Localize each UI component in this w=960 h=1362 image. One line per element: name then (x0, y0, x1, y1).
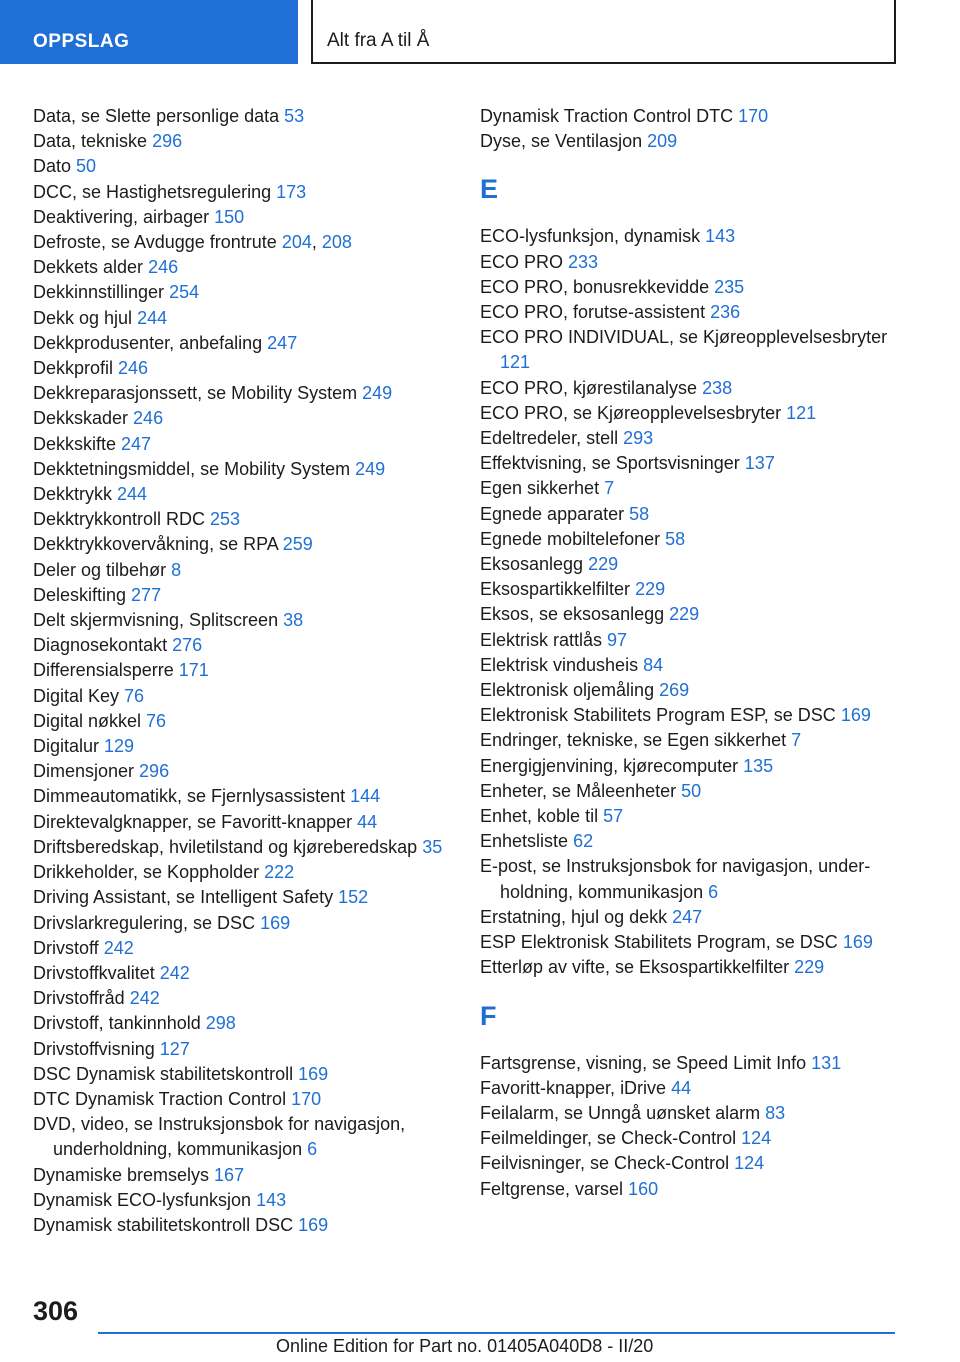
index-entry (33, 810, 458, 835)
index-entry-term: Data, se Slette personlige data (33, 106, 285, 126)
index-entry (480, 129, 900, 154)
index-entry (480, 552, 900, 577)
page-reference-link[interactable]: 50 (76, 156, 97, 177)
page-reference-link[interactable]: 296 (152, 131, 183, 152)
index-entry-term: Egnede mobiltelefoner (480, 528, 666, 549)
index-entry-term: ECO PRO, bonusrekkevidde (480, 276, 715, 297)
index-entry-term: Fartsgrense, visning, se Speed Limit Info (480, 1052, 812, 1073)
index-entry (480, 829, 900, 854)
index-entry (33, 1037, 458, 1062)
index-entry-term: Deaktivering, airbager (33, 206, 215, 227)
page-reference-link[interactable]: 38 (283, 610, 304, 631)
index-entry (480, 653, 900, 678)
page-reference-link[interactable]: 253 (210, 509, 241, 530)
index-entry (480, 678, 900, 703)
page-reference-link[interactable]: 173 (276, 181, 307, 202)
page-reference-link[interactable]: 62 (573, 831, 594, 852)
index-entry (480, 1076, 900, 1101)
page-reference-link[interactable]: 83 (765, 1102, 786, 1123)
index-entry (480, 1051, 900, 1076)
page-reference-link[interactable]: 169 (298, 1214, 329, 1235)
page-reference-link[interactable]: 127 (159, 1038, 190, 1059)
index-entry (480, 1151, 900, 1176)
index-entry-term: Enhet, koble til (480, 806, 604, 827)
index-entry-term: Dimensjoner (33, 761, 140, 782)
index-entry (33, 1062, 458, 1087)
index-entry-term: Dekkets alder (33, 257, 149, 278)
page-reference-link[interactable]: 277 (131, 584, 162, 605)
page-reference-link[interactable]: 58 (665, 528, 686, 549)
index-entry-term: Dekktrykkovervåkning, se RPA (33, 534, 283, 555)
index-entry (480, 426, 900, 451)
index-entry-term: Enhetsliste (480, 831, 574, 852)
page-reference-link[interactable]: 209 (647, 131, 678, 152)
index-entry-term: Feltgrense, varsel (480, 1178, 629, 1199)
index-column-left (33, 104, 458, 1238)
index-entry (480, 1177, 900, 1202)
page-reference-link[interactable]: 244 (117, 484, 148, 505)
index-entry-term: Etterløp av vifte, se Eksospartikkelfilter (480, 957, 795, 978)
index-entry-term: Eksosanlegg (480, 554, 589, 575)
index-column-right (480, 104, 900, 1202)
index-entry (480, 779, 900, 804)
index-entry-term: Delt skjermvisning, Splitscreen (33, 610, 284, 631)
index-entry (33, 457, 458, 482)
page-reference-link[interactable]: 84 (643, 654, 664, 675)
index-entry (33, 104, 458, 129)
index-entry (480, 804, 900, 829)
page-reference-link[interactable]: 170 (291, 1088, 322, 1109)
page-reference-link[interactable]: 167 (214, 1164, 245, 1185)
page-reference-link[interactable]: 6 (708, 881, 719, 902)
index-entry (480, 300, 900, 325)
index-entry (480, 104, 900, 129)
index-entry-term: Dynamisk Traction Control DTC (480, 106, 739, 126)
index-entry-term: Dimmeautomatikk, se Fjernlysassistent (33, 786, 351, 807)
index-entry-term: Energigjenvining, kjørecomputer (480, 755, 744, 776)
index-entry-term: Edeltredeler, stell (480, 428, 624, 449)
index-entry-term: Elektronisk Stabilitets Program ESP, se DSC (480, 705, 841, 726)
index-entry-term: Effektvisning, se Sportsvisninger (480, 453, 745, 474)
index-entry (480, 728, 900, 753)
index-entry (33, 280, 458, 305)
page-reference-link[interactable]: 169 (840, 705, 871, 726)
page-title: Alt fra A til Å (311, 0, 896, 64)
index-entry-term: Dekkreparasjonssett, se Mobility System (33, 383, 363, 404)
index-entry-term: Drivstoff, tankinnhold (33, 1013, 206, 1034)
index-entry: Defroste, se Avdugge frontrute 204, 208 (33, 232, 352, 253)
index-entry-term: ECO PRO, se Kjøreopplevelsesbryter (480, 402, 787, 423)
index-entry (33, 684, 458, 709)
index-entry (480, 250, 900, 275)
index-entry (480, 451, 900, 476)
index-entry-term: ECO-lysfunksjon, dynamisk (480, 226, 706, 247)
index-entry-term: Dynamisk ECO-lysfunksjon (33, 1189, 257, 1210)
index-entry-term: ECO PRO, forutse-assistent (480, 302, 711, 323)
page-reference-link[interactable]: 247 (672, 906, 703, 927)
index-entry-term: Drikkeholder, se Koppholder (33, 862, 265, 883)
edition-note: Online Edition for Part no. 01405A040D8 - II/20 (276, 1336, 654, 1356)
index-entry (33, 558, 458, 583)
page-reference-link[interactable]: 160 (628, 1178, 659, 1199)
page-reference-link[interactable]: 121 (500, 352, 531, 373)
index-entry-term: Erstatning, hjul og dekk (480, 906, 673, 927)
page-reference-link[interactable]: 137 (744, 453, 775, 474)
page-reference-link[interactable]: 129 (104, 736, 135, 757)
page-reference-link[interactable]: 229 (588, 554, 619, 575)
index-entry (33, 608, 458, 633)
index-entry (33, 306, 458, 331)
page-reference-link[interactable]: 171 (178, 660, 209, 681)
page-reference-link[interactable]: 229 (635, 579, 666, 600)
page-reference-link[interactable]: 249 (362, 383, 393, 404)
index-entry-term: E-post, se Instruksjonsbok for navigasjon, underholdning, kommunikasjon (480, 856, 871, 902)
index-entry (33, 482, 458, 507)
section-tab: OPPSLAG (0, 0, 298, 64)
page-reference-link[interactable]: 233 (568, 251, 599, 272)
index-entry-term: Dekk og hjul (33, 307, 138, 328)
page-reference-link[interactable]: 53 (284, 106, 305, 126)
index-entry (33, 381, 458, 406)
page-reference-link[interactable]: 124 (741, 1128, 772, 1149)
page-reference-link[interactable]: 254 (169, 282, 200, 303)
index-entry (480, 401, 900, 426)
page-reference-link[interactable]: 276 (172, 635, 203, 656)
index-entry-term: Eksospartikkelfilter (480, 579, 636, 600)
page-reference-link[interactable]: 7 (604, 478, 615, 499)
index-entry (33, 1163, 458, 1188)
page-reference-link[interactable]: 170 (738, 106, 769, 126)
index-entry (33, 1213, 458, 1238)
index-entry-term: Diagnosekontakt (33, 635, 173, 656)
page-reference-link[interactable]: 236 (710, 302, 741, 323)
page-reference-link[interactable]: 97 (607, 629, 628, 650)
index-entry (33, 709, 458, 734)
page-reference-link[interactable]: 298 (205, 1013, 236, 1034)
index-entry (33, 658, 458, 683)
index-entry (33, 734, 458, 759)
index-entry (33, 1087, 458, 1112)
page-reference-link[interactable]: 7 (791, 730, 802, 751)
index-entry (480, 376, 900, 401)
index-entry-term: ESP Elektronisk Stabilitets Program, se DSC (480, 932, 843, 953)
page-reference-link[interactable]: 44 (671, 1077, 692, 1098)
index-entry-term: Endringer, tekniske, se Egen sikkerhet (480, 730, 792, 751)
page-reference-link[interactable]: 169 (298, 1063, 329, 1084)
page-reference-link[interactable]: 229 (669, 604, 700, 625)
index-entry (33, 633, 458, 658)
page-reference-link[interactable]: 131 (811, 1052, 842, 1073)
page-reference-link[interactable]: 76 (146, 710, 167, 731)
index-entry-term: Dekkskifte (33, 433, 122, 454)
index-entry-term: ECO PRO, kjørestilanalyse (480, 377, 703, 398)
page-reference-link[interactable]: 58 (629, 503, 650, 524)
index-entry (33, 961, 458, 986)
index-entry-term: Feilmeldinger, se Check-Control (480, 1128, 742, 1149)
index-entry-term: Dekkprodusenter, anbefaling (33, 332, 268, 353)
page-reference-link[interactable]: 169 (842, 932, 873, 953)
index-entry (33, 835, 458, 860)
index-entry-term: Elektrisk rattlås (480, 629, 608, 650)
index-entry (33, 986, 458, 1011)
page-reference-link[interactable]: 6 (307, 1139, 318, 1160)
index-entry-term: Drivstoff (33, 937, 104, 958)
index-entry-term: ECO PRO (480, 251, 569, 272)
index-entry (33, 885, 458, 910)
page-reference-link[interactable]: 246 (118, 358, 149, 379)
page-reference-link[interactable]: 76 (124, 685, 145, 706)
index-entry-term: Driftsberedskap, hviletilstand og kjøreberedskap (33, 836, 423, 857)
index-entry (33, 507, 458, 532)
index-entry (33, 356, 458, 381)
page-reference-link[interactable]: 296 (139, 761, 170, 782)
index-entry (480, 224, 900, 249)
index-entry-term: Dekktrykk (33, 484, 118, 505)
index-entry-term: Egnede apparater (480, 503, 630, 524)
index-entry-term: Digital nøkkel (33, 710, 147, 731)
index-entry (33, 406, 458, 431)
index-entry (33, 205, 458, 230)
index-entry (480, 602, 900, 627)
index-entry-term: Favoritt-knapper, iDrive (480, 1077, 672, 1098)
index-entry (480, 1126, 900, 1151)
page-reference-link[interactable]: 35 (422, 836, 443, 857)
page-reference-link[interactable]: 242 (103, 937, 134, 958)
index-entry-term: Deler og tilbehør (33, 559, 172, 580)
index-entry-term: Drivstoffkvalitet (33, 962, 160, 983)
footer-divider (98, 1332, 895, 1334)
page-reference-link[interactable]: 144 (350, 786, 381, 807)
page-reference-link[interactable]: 124 (734, 1153, 765, 1174)
index-entry-term: Deleskifting (33, 584, 132, 605)
index-entry (33, 936, 458, 961)
index-entry-term: Dekkinnstillinger (33, 282, 170, 303)
index-entry (33, 180, 458, 205)
index-entry-term: ECO PRO INDIVIDUAL, se Kjøreopplevelsesbryter (480, 327, 888, 348)
page-reference-link[interactable]: 247 (267, 332, 298, 353)
page-reference-link[interactable]: 247 (121, 433, 152, 454)
index-entry-term: DTC Dynamisk Traction Control (33, 1088, 292, 1109)
index-entry (33, 532, 458, 557)
index-entry-term: DCC, se Hastighetsregulering (33, 181, 277, 202)
page-reference-link[interactable]: 242 (159, 962, 190, 983)
index-entry (480, 476, 900, 501)
page-reference-link[interactable]: 269 (659, 680, 690, 701)
page-reference-link[interactable]: 208 (321, 232, 352, 253)
index-entry-term: Differensialsperre (33, 660, 179, 681)
page-reference-link[interactable]: 293 (623, 428, 654, 449)
page-reference-link[interactable]: 222 (264, 862, 295, 883)
page-reference-link[interactable]: 121 (786, 402, 817, 423)
page-reference-link[interactable]: 235 (714, 276, 745, 297)
page-reference-link[interactable]: 249 (355, 458, 386, 479)
page-reference-link[interactable]: 152 (338, 887, 369, 908)
page-reference-link[interactable]: 246 (148, 257, 179, 278)
index-entry (33, 1188, 458, 1213)
index-entry (480, 527, 900, 552)
index-entry-term: Data, tekniske (33, 131, 153, 152)
page-reference-link[interactable]: 143 (256, 1189, 287, 1210)
index-entry (480, 703, 900, 728)
index-entry-term: Dekkprofil (33, 358, 119, 379)
index-entry-term: Feilvisninger, se Check-Control (480, 1153, 735, 1174)
page-reference-link[interactable]: 238 (702, 377, 733, 398)
index-entry-term: Drivstoffvisning (33, 1038, 160, 1059)
index-entry-term: Digitalur (33, 736, 105, 757)
index-entry (33, 1011, 458, 1036)
index-entry-term: Dato (33, 156, 77, 177)
index-entry (480, 502, 900, 527)
page-number: 306 (33, 1296, 79, 1326)
page-reference-link[interactable]: 8 (171, 559, 182, 580)
index-entry-term: Enheter, se Måleenheter (480, 780, 682, 801)
index-entry (33, 583, 458, 608)
page-reference-link[interactable]: 244 (137, 307, 168, 328)
index-entry (480, 1101, 900, 1126)
page-reference-link[interactable]: 57 (603, 806, 624, 827)
index-entry (480, 905, 900, 930)
page-reference-link[interactable]: 242 (129, 988, 160, 1009)
index-letter-heading: F (480, 1000, 497, 1031)
page-reference-link[interactable]: 229 (794, 957, 825, 978)
page-reference-link[interactable]: 135 (743, 755, 774, 776)
index-entry-term: Dekktrykkontroll RDC (33, 509, 211, 530)
index-entry-term: Elektrisk vindusheis (480, 654, 644, 675)
index-entry (480, 275, 900, 300)
index-entry-term: Dekktetningsmiddel, se Mobility System (33, 458, 356, 479)
index-entry (33, 860, 458, 885)
page-reference-link[interactable]: 50 (681, 780, 702, 801)
index-entry-term: Drivstoffråd (33, 988, 130, 1009)
index-entry (480, 325, 900, 375)
page-reference-link[interactable]: 204 (281, 232, 312, 253)
index-entry-term: Egen sikkerhet (480, 478, 605, 499)
index-entry (33, 759, 458, 784)
index-entry (33, 255, 458, 280)
index-entry-term: DSC Dynamisk stabilitetskontroll (33, 1063, 299, 1084)
index-entry-term: DVD, video, se Instruksjonsbok for navigasjon, underholdning, kommunikasjon (33, 1114, 406, 1160)
index-entry (33, 911, 458, 936)
index-entry-term: Drivslarkregulering, se DSC (33, 912, 261, 933)
page-reference-link[interactable]: 143 (705, 226, 736, 247)
index-entry-term: Direktevalgknapper, se Favoritt-knapper (33, 811, 358, 832)
index-entry-term: Dyse, se Ventilasjon (480, 131, 648, 152)
index-entry-term: Elektronisk oljemåling (480, 680, 660, 701)
page-reference-link[interactable]: 150 (214, 206, 245, 227)
index-entry (480, 930, 900, 955)
index-entry (33, 331, 458, 356)
index-entry (480, 854, 900, 904)
index-entry-term: Feilalarm, se Unngå uønsket alarm (480, 1102, 766, 1123)
page-reference-link[interactable]: 169 (260, 912, 291, 933)
index-entry (480, 754, 900, 779)
page-reference-link[interactable]: 246 (133, 408, 164, 429)
index-entry (480, 628, 900, 653)
index-entry (33, 129, 458, 154)
index-entry-term: Dekkskader (33, 408, 134, 429)
index-entry-term: Driving Assistant, se Intelligent Safety (33, 887, 339, 908)
index-entry-term: Eksos, se eksosanlegg (480, 604, 670, 625)
index-entry (33, 154, 458, 179)
page-reference-link[interactable]: 44 (357, 811, 378, 832)
index-entry (480, 955, 900, 980)
index-entry-term: Dynamiske bremselys (33, 1164, 215, 1185)
index-entry (33, 432, 458, 457)
index-entry (33, 1112, 458, 1162)
index-entry (480, 577, 900, 602)
index-entry-term: Digital Key (33, 685, 125, 706)
index-letter-heading: E (480, 174, 499, 205)
page-reference-link[interactable]: 259 (282, 534, 313, 555)
index-entry (33, 784, 458, 809)
index-entry-term: Defroste, se Avdugge frontrute (33, 232, 282, 253)
index-entry-term: Dynamisk stabilitetskontroll DSC (33, 1214, 299, 1235)
